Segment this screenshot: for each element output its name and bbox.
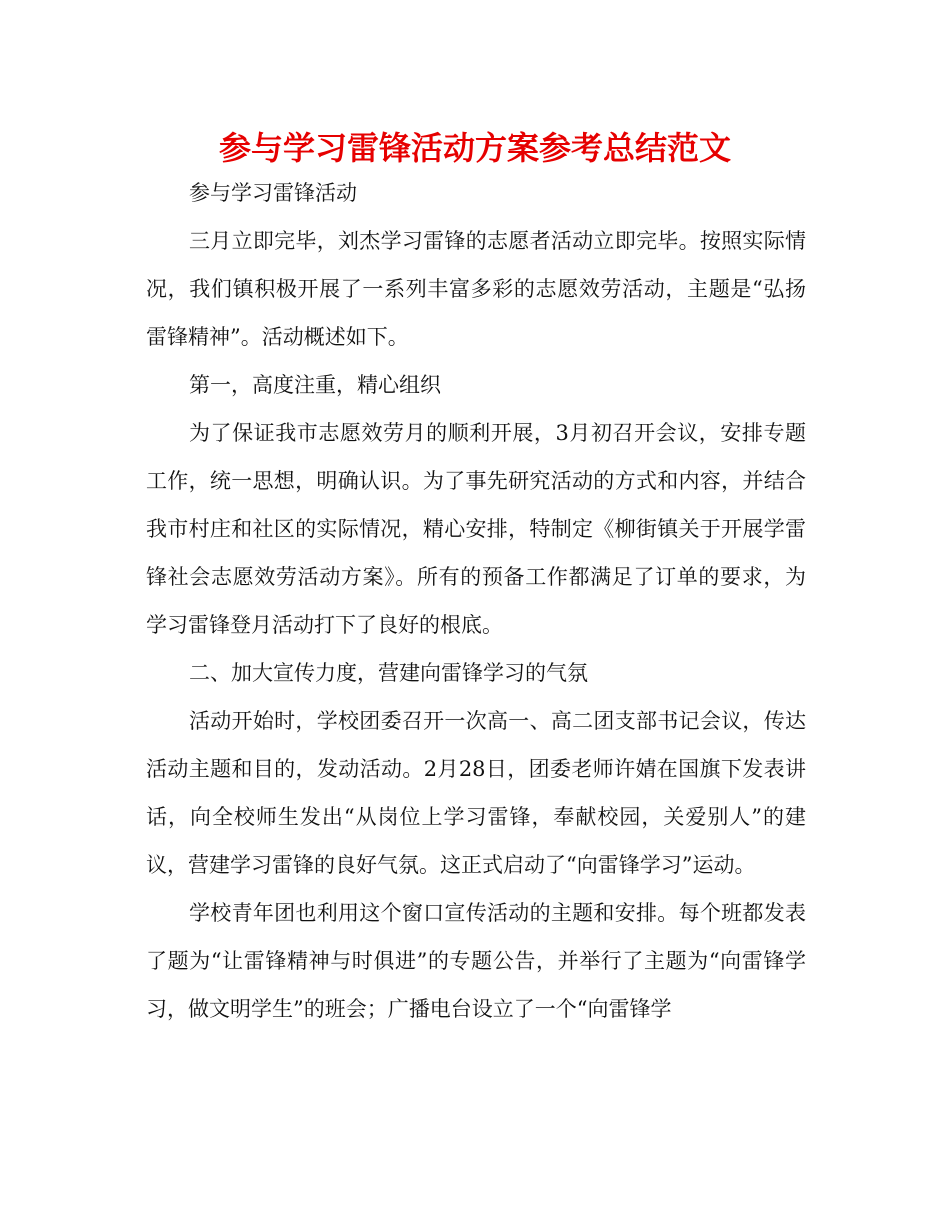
paragraph-section-two-body: 活动开始时，学校团委召开一次高一、高二团支部书记会议，传达活动主题和目的，发动活动。2月28日，团委老师许婧在国旗下发表讲话，向全校师生发出“从岗位上学习雷锋，奉献校园，关爱别人”的建议，营建学习雷锋的良好气氛。这正式启动了“向雷锋学习”运动。 [146, 709, 806, 877]
paragraph-section-one-heading: 第一，高度注重，精心组织 [189, 373, 441, 397]
paragraph-section-two-continued: 学校青年团也利用这个窗口宣传活动的主题和安排。每个班都发表了题为“让雷锋精神与时俱进”的专题公告，并举行了主题为“向雷锋学习，做文明学生”的班会；广播电台设立了一个“向雷锋学 [146, 901, 806, 1021]
document-title: 参与学习雷锋活动方案参考总结范文 [218, 129, 731, 167]
paragraph-section-two-heading: 二、加大宣传力度，营建向雷锋学习的气氛 [189, 661, 588, 685]
paragraph-intro: 三月立即完毕，刘杰学习雷锋的志愿者活动立即完毕。按照实际情况，我们镇积极开展了一系列丰富多彩的志愿效劳活动，主题是“弘扬雷锋精神”。活动概述如下。 [146, 229, 806, 349]
paragraph-heading-activity: 参与学习雷锋活动 [189, 181, 357, 205]
document-body [146, 169, 806, 1033]
paragraph-section-one-body: 为了保证我市志愿效劳月的顺利开展，3月初召开会议，安排专题工作，统一思想，明确认识。为了事先研究活动的方式和内容，并结合我市村庄和社区的实际情况，精心安排，特制定《柳街镇关于开展学雷锋社会志愿效劳活动方案》。所有的预备工作都满足了订单的要求，为学习雷锋登月活动打下了良好的根底。 [146, 421, 806, 637]
